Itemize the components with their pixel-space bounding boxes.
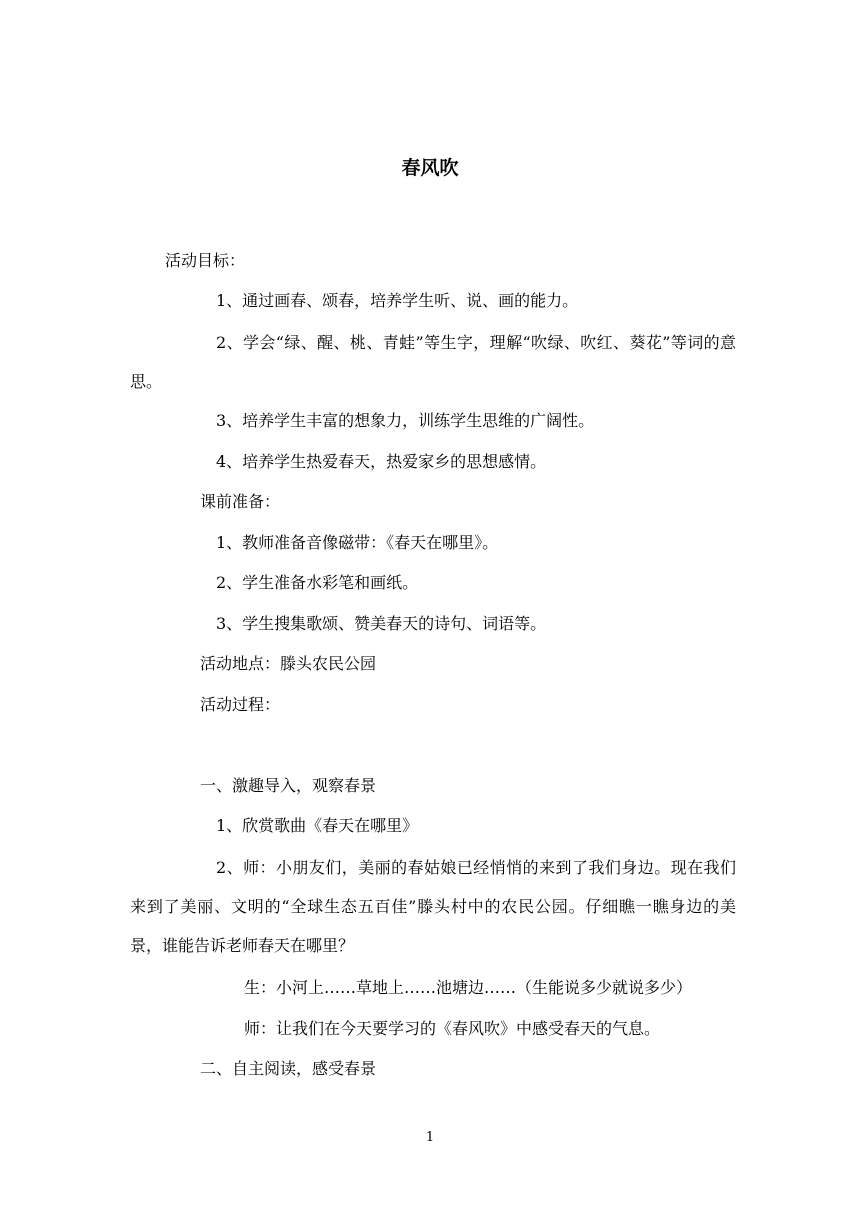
goal-item-1: 1、通过画春、颂春，培养学生听、说、画的能力。: [216, 291, 579, 310]
teacher-response: 师：让我们在今天要学习的《春风吹》中感受春天的气息。: [244, 1019, 661, 1038]
goal-item-3: 3、培养学生丰富的想象力，训练学生思维的广阔性。: [216, 411, 595, 430]
section-2-heading: 二、自主阅读，感受春景: [200, 1059, 377, 1078]
section-1-item-2: [130, 848, 736, 965]
section-1-item-2-text: 2、师：小朋友们，美丽的春姑娘已经悄悄的来到了我们身边。现在我们来到了美丽、文明的“全球生态五百佳”滕头村中的农民公园。仔细瞧一瞧身边的美景，谁能告诉老师春天在哪里？: [130, 858, 736, 955]
activity-location: 活动地点：滕头农民公园: [200, 654, 377, 673]
page-number: 1: [425, 1130, 435, 1145]
prep-item-2: 2、学生准备水彩笔和画纸。: [216, 573, 419, 592]
process-heading: 活动过程：: [200, 695, 281, 714]
prep-item-1: 1、教师准备音像磁带：《春天在哪里》。: [216, 533, 499, 552]
goal-item-2: [130, 323, 736, 401]
section-1-item-1: 1、欣赏歌曲《春天在哪里》: [216, 816, 419, 835]
goal-item-4: 4、培养学生热爱春天，热爱家乡的思想感情。: [216, 452, 547, 471]
student-response: 生：小河上……草地上……池塘边……（生能说多少就说多少）: [244, 978, 693, 997]
prep-heading: 课前准备：: [200, 492, 281, 511]
section-1-heading: 一、激趣导入，观察春景: [200, 776, 377, 795]
goals-heading: 活动目标：: [165, 251, 246, 270]
document-title: 春风吹: [401, 157, 459, 179]
prep-item-3: 3、学生搜集歌颂、赞美春天的诗句、词语等。: [216, 614, 547, 633]
goal-item-2-text: 2、学会“绿、醒、桃、青蛙”等生字，理解“吹绿、吹红、葵花”等词的意思。: [130, 333, 736, 391]
